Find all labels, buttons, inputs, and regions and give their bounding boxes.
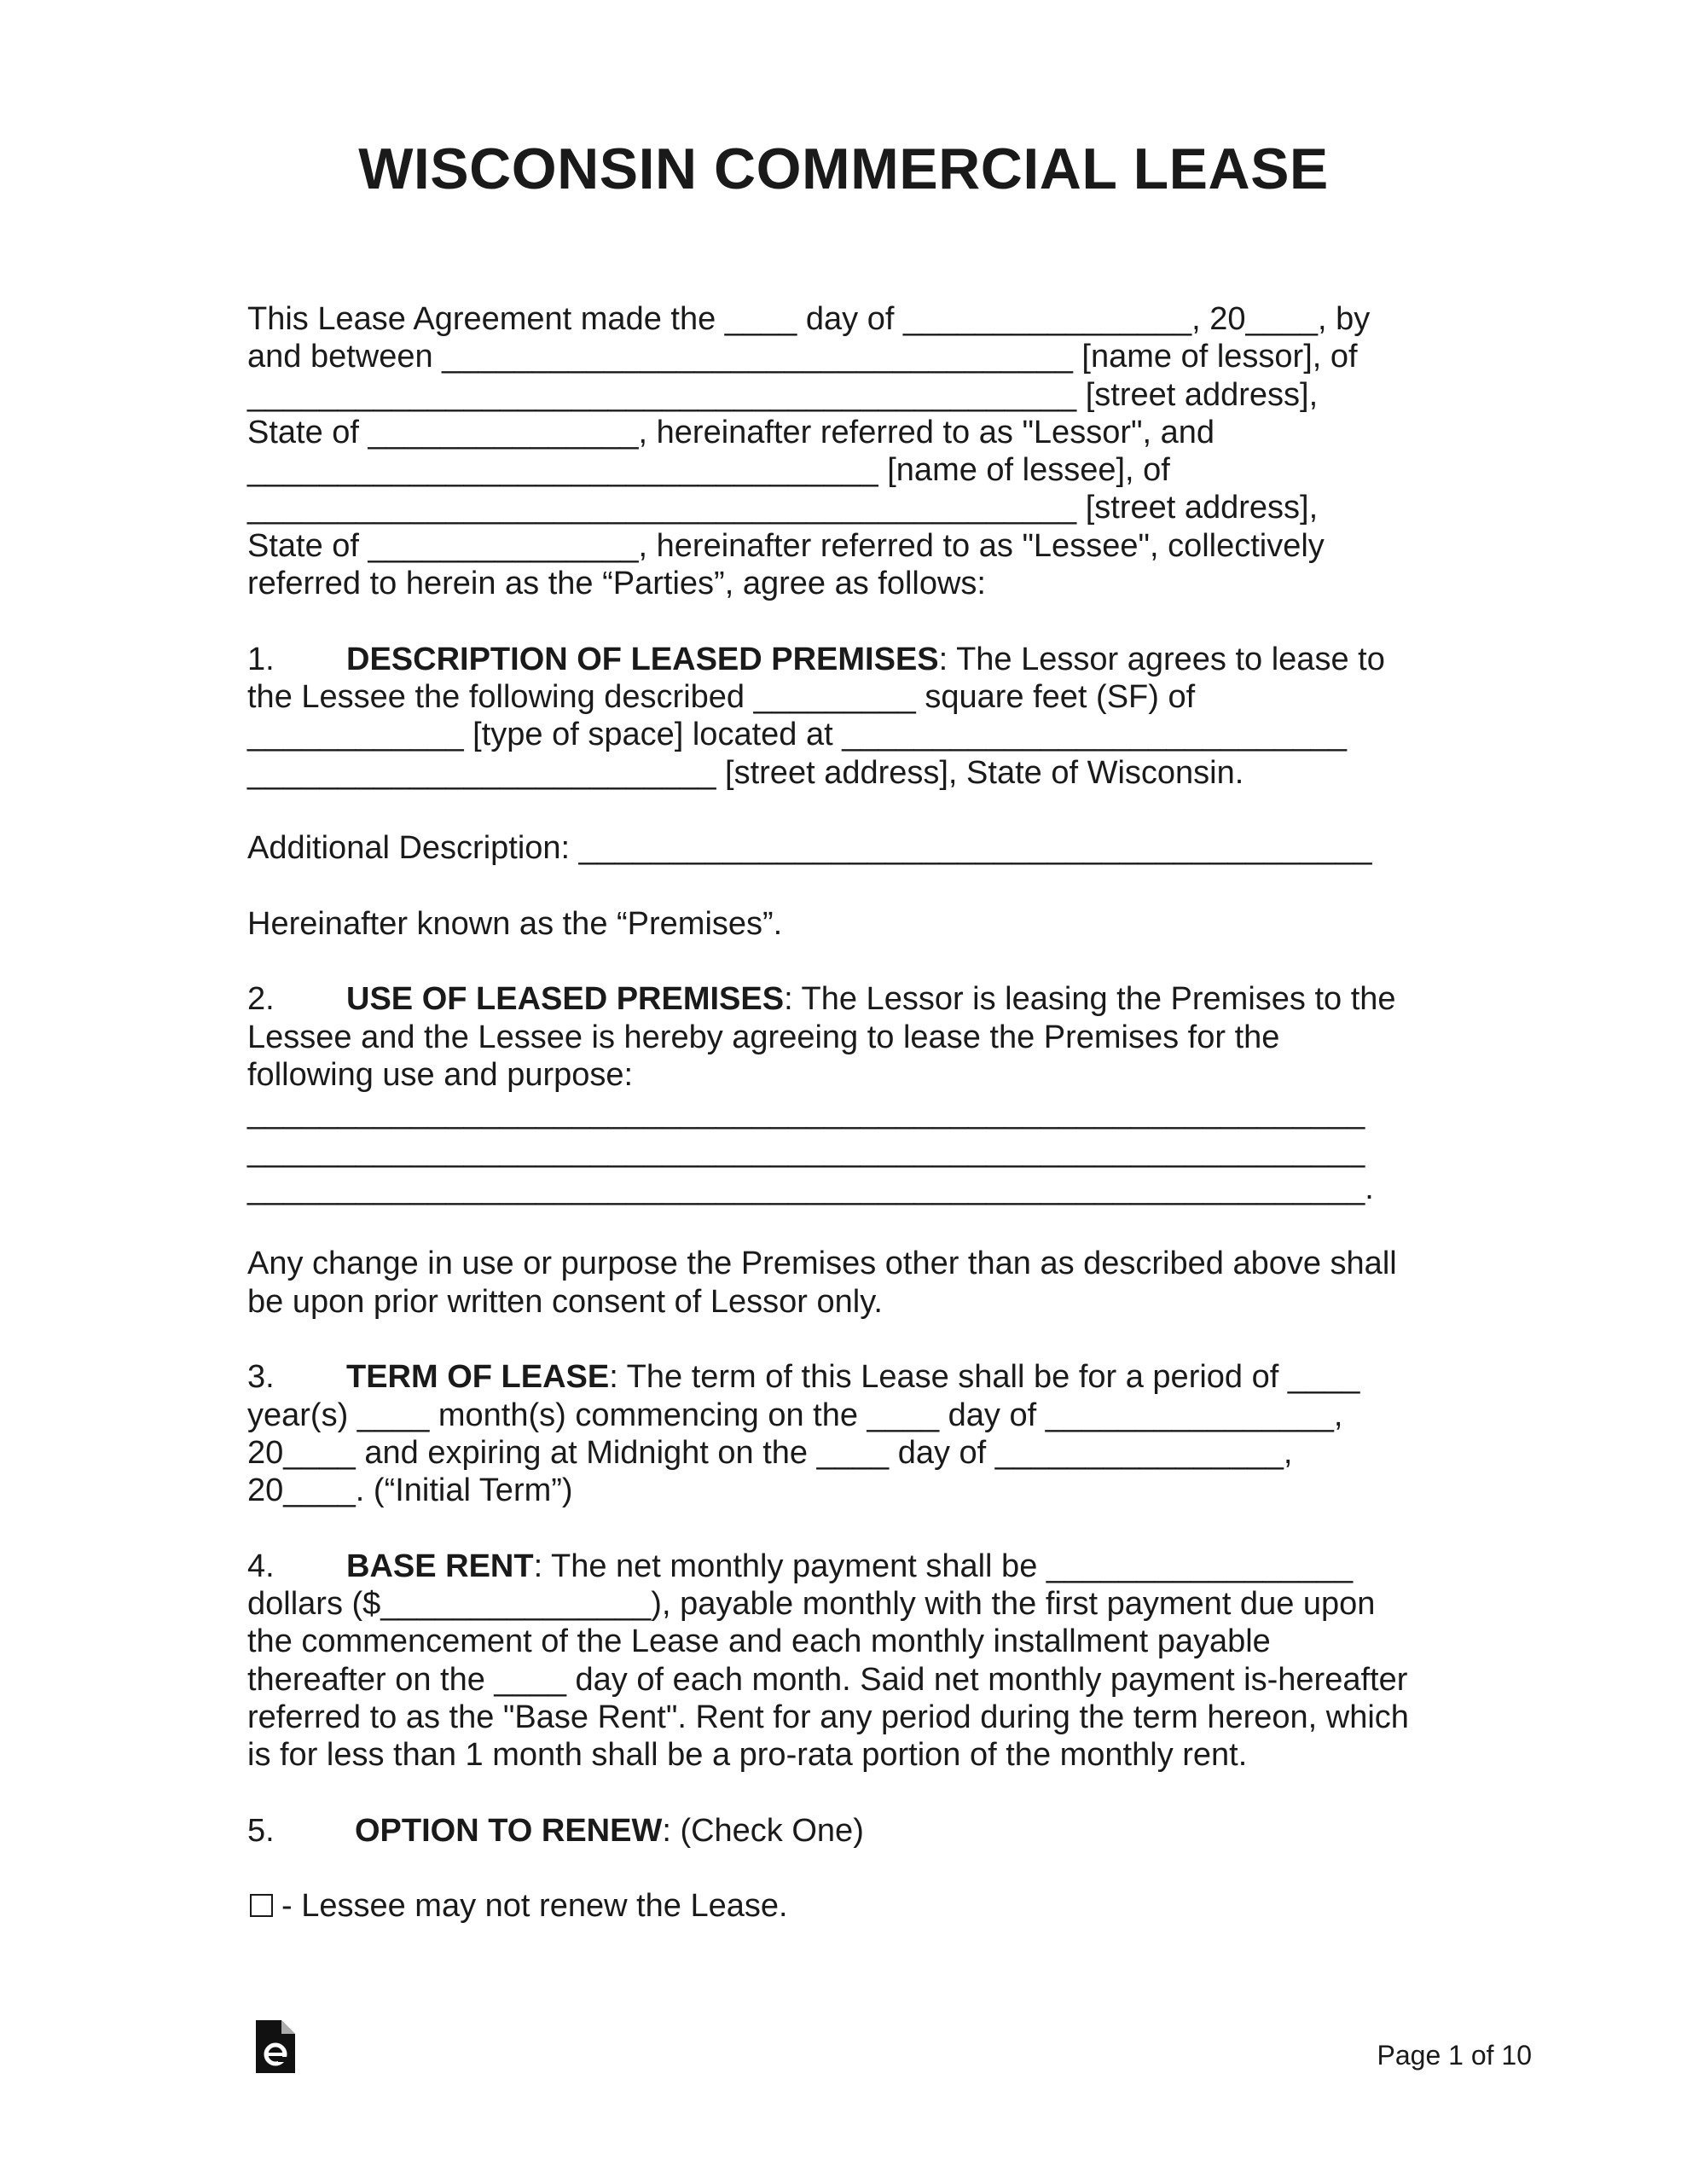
renew-option-no-renewal[interactable] xyxy=(247,1887,1458,1925)
change-note-line: Any change in use or purpose the Premises other than as described above shall xyxy=(247,1246,1397,1282)
eforms-document-icon xyxy=(256,2020,295,2073)
blank-line: ______________________________________________________________ xyxy=(247,1132,1365,1169)
change-note-line: be upon prior written consent of Lessor only. xyxy=(247,1283,883,1320)
section-base-rent xyxy=(247,1548,1458,1774)
section-line: __________________________ [street address], State of Wisconsin. xyxy=(247,754,1244,791)
section-line: Lessee and the Lessee is hereby agreeing to lease the Premises for the xyxy=(247,1019,1280,1055)
document-body xyxy=(247,300,1458,1926)
intro-line: ______________________________________________ [street address], xyxy=(247,490,1319,526)
intro-line: This Lease Agreement made the ____ day of ________________, 20____, by xyxy=(247,301,1371,337)
section-heading-rest: : The Lessor agrees to lease to xyxy=(938,641,1385,677)
section-heading-rest: : The Lessor is leasing the Premises to the xyxy=(784,981,1396,1018)
section-line: thereafter on the ____ day of each month. Said net monthly payment is-hereafter xyxy=(247,1661,1408,1698)
section-heading: USE OF LEASED PREMISES xyxy=(346,981,785,1018)
section-term-of-lease xyxy=(247,1358,1458,1509)
additional-description-line: Additional Description: ____________________________________________ xyxy=(247,830,1372,867)
section-heading: OPTION TO RENEW xyxy=(355,1812,663,1849)
section-number: 4. xyxy=(247,1548,275,1584)
no-renewal-checkbox[interactable] xyxy=(250,1894,273,1917)
section-heading-rest: : (Check One) xyxy=(662,1812,864,1849)
section-heading-line xyxy=(247,1812,1458,1850)
section-heading-line xyxy=(247,641,1458,678)
section-line: 20____. (“Initial Term”) xyxy=(247,1472,573,1509)
section-heading: BASE RENT xyxy=(346,1548,534,1584)
section-heading-line xyxy=(247,1358,1458,1396)
section-number: 2. xyxy=(247,981,275,1018)
section-number: 1. xyxy=(247,641,275,677)
section-line: year(s) ____ month(s) commencing on the ____ day of ________________, xyxy=(247,1397,1343,1433)
section-number: 5. xyxy=(247,1812,275,1849)
section-line: the Lessee the following described _________ square feet (SF) of xyxy=(247,678,1196,715)
intro-paragraph xyxy=(247,300,1458,602)
section-heading: DESCRIPTION OF LEASED PREMISES xyxy=(346,641,939,677)
intro-line: and between ___________________________________ [name of lessor], of xyxy=(247,339,1358,375)
blank-line: ______________________________________________________________ xyxy=(247,1095,1365,1131)
section-line: dollars ($_______________), payable monthly with the first payment due upon xyxy=(247,1586,1376,1623)
section-line: ____________ [type of space] located at ____________________________ xyxy=(247,717,1347,753)
section-number: 3. xyxy=(247,1359,275,1396)
section-line: referred to as the "Base Rent". Rent for any period during the term hereon, which xyxy=(247,1699,1409,1735)
section-heading-line xyxy=(247,1548,1458,1585)
intro-line: ___________________________________ [name of lessee], of xyxy=(247,452,1170,489)
premises-known-as-line: Hereinafter known as the “Premises”. xyxy=(247,905,783,942)
intro-line: State of _______________, hereinafter referred to as "Lessee", collectively xyxy=(247,527,1325,564)
section-heading: TERM OF LEASE xyxy=(346,1359,610,1396)
section-option-to-renew xyxy=(247,1812,1458,1926)
intro-line: State of _______________, hereinafter referred to as "Lessor", and xyxy=(247,414,1215,450)
section-heading-rest: : The net monthly payment shall be _________________ xyxy=(533,1548,1354,1584)
section-line: is for less than 1 month shall be a pro-rata portion of the monthly rent. xyxy=(247,1737,1248,1774)
section-line: 20____ and expiring at Midnight on the ____ day of ________________, xyxy=(247,1434,1293,1471)
section-line: the commencement of the Lease and each monthly installment payable xyxy=(247,1623,1271,1660)
section-line: following use and purpose: xyxy=(247,1056,634,1093)
section-description-of-premises xyxy=(247,641,1458,943)
intro-line: ______________________________________________ [street address], xyxy=(247,376,1319,413)
document-title: WISCONSIN COMMERCIAL LEASE xyxy=(358,136,1329,201)
blank-line: ______________________________________________________________. xyxy=(247,1170,1374,1206)
intro-line: referred to herein as the “Parties”, agree as follows: xyxy=(247,566,986,602)
renew-option-label: - Lessee may not renew the Lease. xyxy=(281,1888,788,1925)
page-number: Page 1 of 10 xyxy=(1377,2040,1532,2071)
section-use-of-premises xyxy=(247,980,1458,1321)
section-heading-line xyxy=(247,980,1458,1018)
section-heading-rest: : The term of this Lease shall be for a period of ____ xyxy=(609,1359,1360,1396)
